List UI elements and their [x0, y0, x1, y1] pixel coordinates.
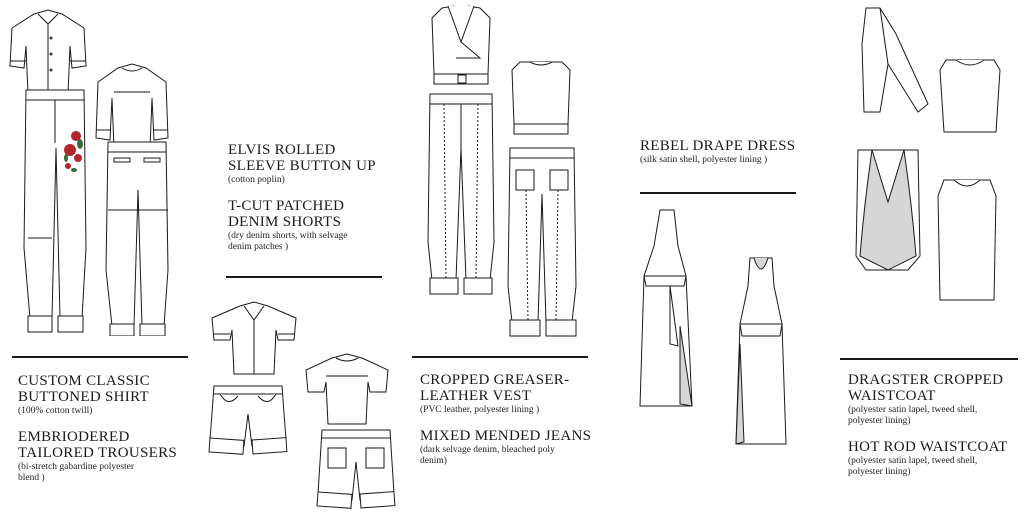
sketch-dragster-waistcoat-front — [858, 4, 930, 114]
look-3-labels — [420, 372, 620, 467]
divider-look-3 — [412, 356, 588, 358]
garment-title: EMBRIODERED TAILORED TROUSERS — [18, 429, 178, 461]
garment-materials: (cotton poplin) — [228, 175, 285, 185]
sketch-embroidered-trousers-back — [104, 140, 170, 336]
sketch-classic-shirt-front — [6, 6, 90, 96]
garment-title: REBEL DRAPE DRESS — [640, 138, 796, 154]
sketch-drape-dress-back — [728, 254, 794, 454]
sketch-elvis-shirt-back — [300, 352, 394, 426]
sketch-embroidered-trousers-front — [20, 88, 90, 334]
sketch-greaser-vest-back — [506, 58, 576, 138]
garment-materials: (polyester satin lapel, tweed shell, polyester lining) — [848, 405, 978, 426]
divider-look-5 — [840, 358, 1018, 360]
sketch-drape-dress-front — [630, 206, 702, 416]
garment-materials: (dark selvage denim, bleached poly denim) — [420, 445, 555, 466]
sketch-greaser-vest-front — [426, 4, 496, 88]
look-5-labels — [848, 372, 1024, 478]
sketch-classic-shirt-back — [92, 62, 172, 152]
sketch-elvis-shirt-front — [206, 300, 302, 378]
divider-look-4 — [640, 192, 796, 194]
garment-title: CROPPED GREASER- LEATHER VEST — [420, 372, 570, 404]
sketch-tcut-shorts-back — [316, 428, 396, 514]
sketch-mended-jeans-back — [504, 146, 580, 338]
divider-look-1 — [12, 356, 188, 358]
garment-materials: (dry denim shorts, with selvage denim patches ) — [228, 231, 348, 252]
garment-title: DRAGSTER CROPPED WAISTCOAT — [848, 372, 1004, 404]
garment-title: HOT ROD WAISTCOAT — [848, 439, 1008, 455]
garment-materials: (PVC leather, polyester lining ) — [420, 405, 540, 415]
look-2-labels — [228, 142, 408, 253]
garment-materials: (polyester satin lapel, tweed shell, polyester lining) — [848, 456, 978, 477]
garment-title: CUSTOM CLASSIC BUTTONED SHIRT — [18, 373, 150, 405]
look-4-labels — [640, 138, 830, 166]
divider-look-2 — [226, 276, 382, 278]
sketch-dragster-waistcoat-back — [938, 56, 1002, 136]
look-1-labels — [18, 373, 208, 484]
sketch-hot-rod-waistcoat-back — [934, 176, 1000, 304]
sketch-mended-jeans-front — [424, 92, 498, 298]
garment-materials: (bi-stretch gabardine polyester blend ) — [18, 462, 135, 483]
garment-title: ELVIS ROLLED SLEEVE BUTTON UP — [228, 142, 376, 174]
garment-title: T-CUT PATCHED DENIM SHORTS — [228, 198, 345, 230]
sketch-tcut-shorts-front — [208, 384, 288, 456]
garment-title: MIXED MENDED JEANS — [420, 428, 592, 444]
sketch-hot-rod-waistcoat-front — [852, 146, 924, 272]
garment-materials: (silk satin shell, polyester lining ) — [640, 155, 768, 165]
garment-materials: (100% cotton twill) — [18, 406, 93, 416]
